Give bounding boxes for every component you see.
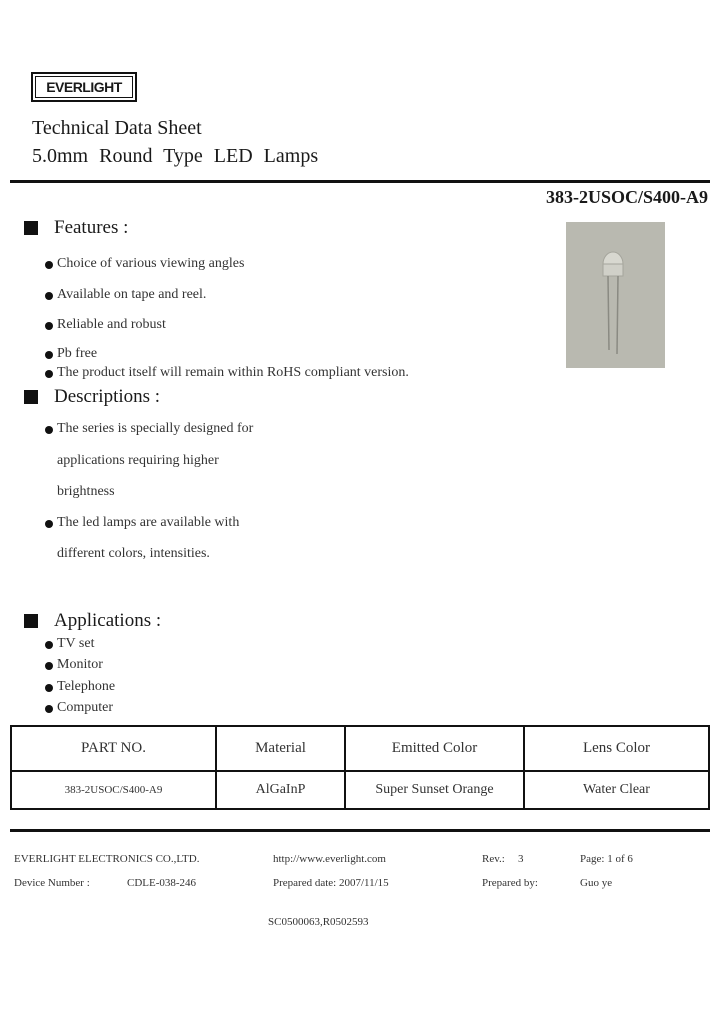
feature-item: The product itself will remain within RoHS compliant version. — [57, 365, 409, 380]
footer-device-value: CDLE-038-246 — [127, 877, 197, 889]
table-cell: AlGaInP — [216, 771, 345, 809]
description-line: brightness — [57, 484, 115, 499]
footer-doc-code: SC0500063,R0502593 — [268, 916, 369, 928]
bullet-icon — [45, 662, 53, 670]
part-number-heading: 383-2USOC/S400-A9 — [545, 187, 708, 207]
table-header-cell: Lens Color — [524, 726, 709, 771]
applications-title: Applications : — [54, 610, 162, 631]
feature-item: Choice of various viewing angles — [57, 256, 245, 271]
everlight-logo — [31, 72, 137, 102]
features-title: Features : — [54, 217, 129, 238]
application-item: Telephone — [57, 679, 116, 694]
application-item: TV set — [57, 636, 95, 651]
description-line: different colors, intensities. — [57, 546, 210, 561]
footer-device-label: Device Number : — [14, 877, 90, 889]
description-line: applications requiring higher — [57, 453, 219, 468]
footer-company: EVERLIGHT ELECTRONICS CO.,LTD. — [14, 853, 200, 865]
description-line: The series is specially designed for — [57, 421, 254, 436]
feature-item: Available on tape and reel. — [57, 287, 207, 302]
bullet-icon — [45, 261, 53, 269]
bullet-icon — [45, 426, 53, 434]
bullet-icon — [45, 705, 53, 713]
bullet-icon — [45, 322, 53, 330]
footer-page: Page: 1 of 6 — [580, 853, 633, 865]
table-cell: Super Sunset Orange — [345, 771, 524, 809]
part-spec-table — [10, 725, 710, 810]
descriptions-square-icon — [24, 390, 38, 404]
header-divider — [10, 180, 710, 183]
footer-divider — [10, 829, 710, 832]
footer-url: http://www.everlight.com — [273, 853, 386, 865]
doc-title: Technical Data Sheet — [32, 117, 202, 139]
features-square-icon — [24, 221, 38, 235]
table-header-cell: PART NO. — [11, 726, 216, 771]
footer-rev-value: 3 — [518, 853, 524, 865]
footer-prepared-by-value: Guo ye — [580, 877, 613, 889]
bullet-icon — [45, 684, 53, 692]
application-item: Monitor — [57, 657, 103, 672]
table-header-cell: Material — [216, 726, 345, 771]
bullet-icon — [45, 520, 53, 528]
table-cell: 383-2USOC/S400-A9 — [11, 771, 216, 809]
footer-prepared-date: Prepared date: 2007/11/15 — [273, 877, 389, 889]
descriptions-title: Descriptions : — [54, 386, 161, 407]
bullet-icon — [45, 292, 53, 300]
table-cell: Water Clear — [524, 771, 709, 809]
led-product-photo — [566, 222, 665, 368]
applications-square-icon — [24, 614, 38, 628]
doc-subtitle: 5.0mm Round Type LED Lamps — [32, 145, 319, 167]
bullet-icon — [45, 641, 53, 649]
table-header-cell: Emitted Color — [345, 726, 524, 771]
logo-text: EVERLIGHT — [35, 76, 133, 98]
footer-rev-label: Rev.: — [482, 853, 505, 865]
feature-item: Reliable and robust — [57, 317, 166, 332]
bullet-icon — [45, 351, 53, 359]
bullet-icon — [45, 370, 53, 378]
table-row — [11, 771, 709, 809]
feature-item: Pb free — [57, 346, 98, 361]
table-header-row — [11, 726, 709, 771]
footer-prepared-by-label: Prepared by: — [482, 877, 538, 889]
application-item: Computer — [57, 700, 113, 715]
description-line: The led lamps are available with — [57, 515, 240, 530]
